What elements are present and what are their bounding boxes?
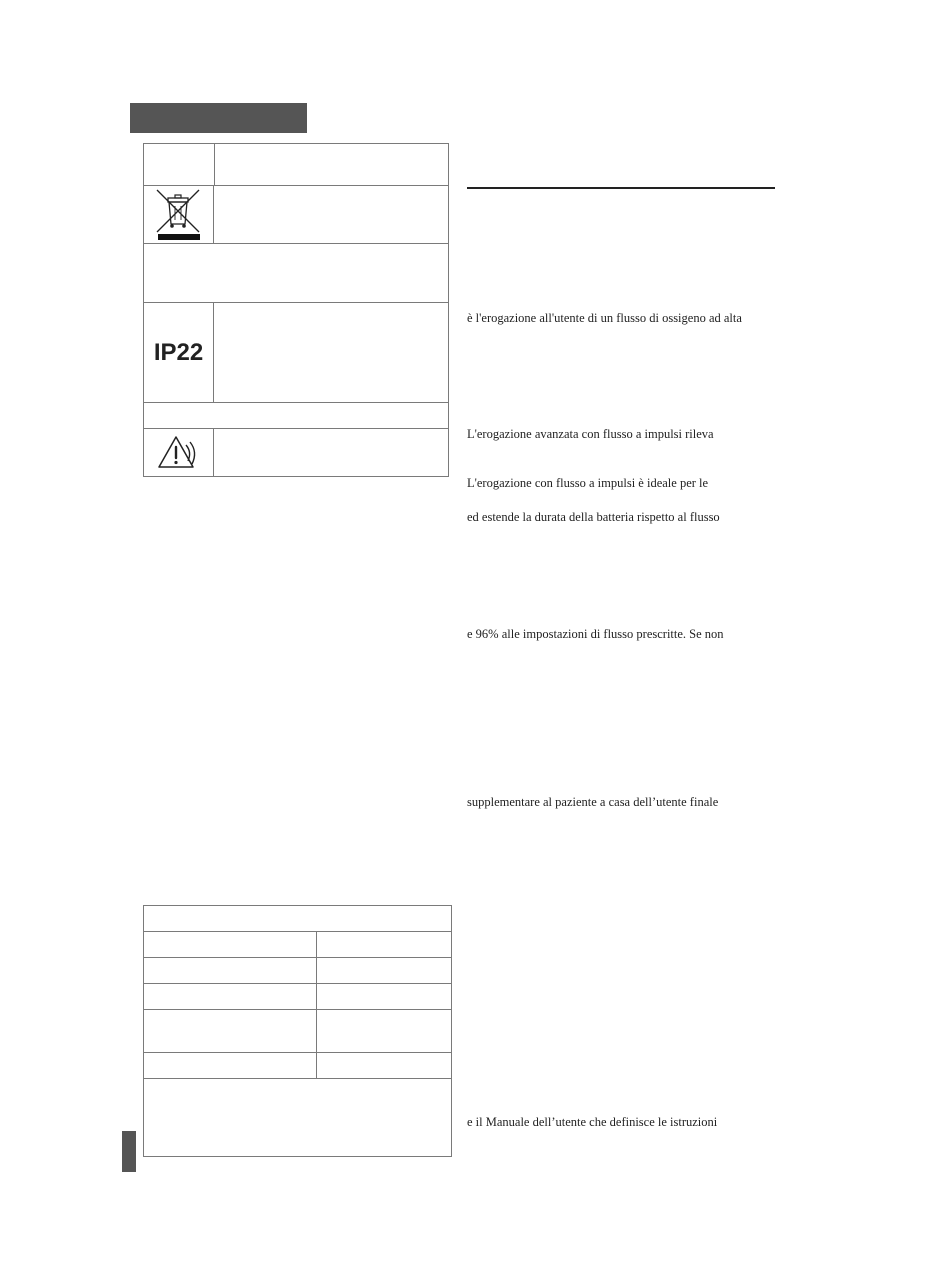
ip22-cell: [144, 303, 214, 402]
alarm-cell: [144, 429, 214, 476]
symbol-table-header-row: [144, 144, 448, 185]
section-rule: [467, 187, 775, 189]
alarm-warning-icon: [157, 434, 201, 472]
body-text-line: L'erogazione avanzata con flusso a impulsi rileva: [467, 427, 714, 441]
weee-description-cell: [214, 186, 448, 243]
symbol-row-alarm: [144, 428, 448, 476]
spec-table-row: [144, 983, 451, 1009]
body-text-line: ed estende la durata della batteria rispetto al flusso: [467, 510, 720, 524]
weee-crossed-bin-icon: [153, 188, 205, 242]
spec-table-row: [144, 1009, 451, 1052]
body-text-line: L'erogazione con flusso a impulsi è ideale per le: [467, 476, 709, 490]
symbol-table-note-row: [144, 402, 448, 428]
ip22-description-cell: [214, 303, 448, 402]
body-text-line: è l'erogazione all'utente di un flusso di ossigeno ad alta: [467, 311, 742, 325]
spec-value-cell: [317, 1010, 451, 1052]
spec-label-cell: [144, 984, 317, 1009]
spec-table-row: [144, 931, 451, 957]
weee-cell: [144, 186, 214, 243]
spec-label-cell: [144, 932, 317, 957]
alarm-description-cell: [214, 429, 448, 476]
symbol-row-ip22: [144, 302, 448, 402]
symbol-row-weee: [144, 185, 448, 243]
spec-value-cell: [317, 932, 451, 957]
spec-table-footer-row: [144, 1078, 451, 1156]
spec-value-cell: [317, 1053, 451, 1078]
spec-table: [143, 905, 452, 1157]
spec-table-row: [144, 1052, 451, 1078]
page-side-tab: [122, 1131, 136, 1172]
body-text-line: e 96% alle impostazioni di flusso prescritte. Se non: [467, 627, 724, 641]
spec-label-cell: [144, 958, 317, 983]
spec-value-cell: [317, 958, 451, 983]
spec-value-cell: [317, 984, 451, 1009]
spec-label-cell: [144, 1010, 317, 1052]
spec-table-row: [144, 957, 451, 983]
symbol-table: [143, 143, 449, 477]
spec-table-title-row: [144, 906, 451, 931]
section-header-bar: [130, 103, 307, 133]
ip22-icon: IP22: [153, 338, 204, 366]
spec-label-cell: [144, 1053, 317, 1078]
body-text-line: supplementare al paziente a casa dell’utente finale: [467, 795, 719, 809]
body-text-line: e il Manuale dell’utente che definisce le istruzioni: [467, 1115, 718, 1129]
symbol-table-full-row: [144, 243, 448, 302]
